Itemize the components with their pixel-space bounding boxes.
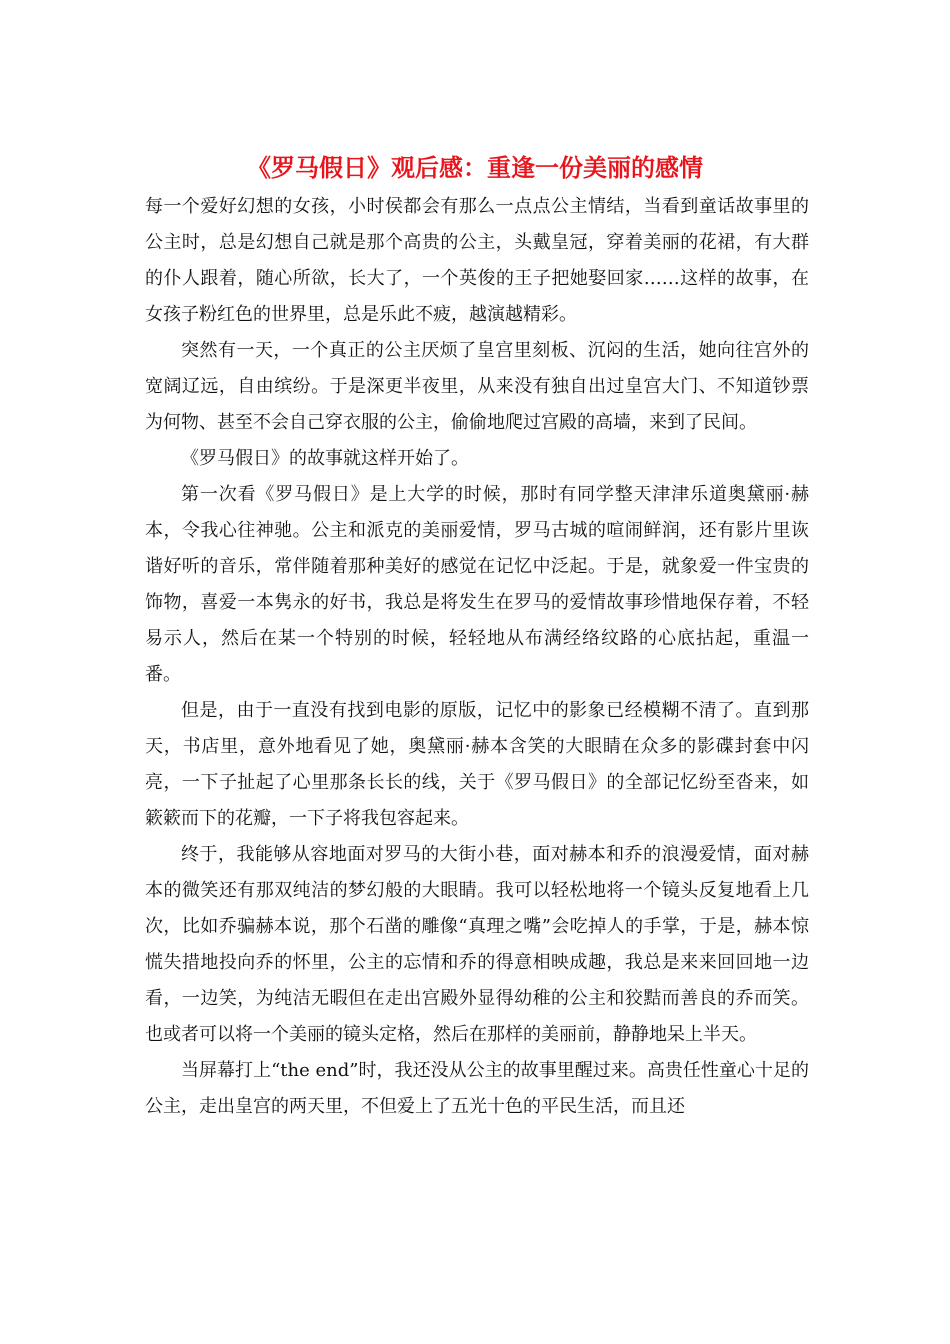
paragraph: 突然有一天，一个真正的公主厌烦了皇宫里刻板、沉闷的生活，她向往宫外的宽阔辽远，自由缤纷。于是深更半夜里，从来没有独自出过皇宫大门、不知道钞票为何物、甚至不会自己穿衣服的公主，偷偷地爬过宫殿的高墙，来到了民间。 (145, 340, 809, 433)
paragraph: 当屏幕打上“the end”时，我还没从公主的故事里醒过来。高贵任性童心十足的公主，走出皇宫的两天里，不但爱上了五光十色的平民生活，而且还 (145, 1060, 809, 1117)
paragraph: 终于，我能够从容地面对罗马的大街小巷，面对赫本和乔的浪漫爱情，面对赫本的微笑还有那双纯洁的梦幻般的大眼睛。我可以轻松地将一个镜头反复地看上几次，比如乔骗赫本说，那个石凿的雕像“真理之嘴”会吃掉人的手掌，于是，赫本惊慌失措地投向乔的怀里，公主的忘情和乔的得意相映成趣，我总是来来回回地一边看，一边笑，为纯洁无暇但在走出宫殿外显得幼稚的公主和狡黠而善良的乔而笑。也或者可以将一个美丽的镜头定格，然后在那样的美丽前，静静地呆上半天。 (145, 844, 809, 1045)
paragraph: 但是，由于一直没有找到电影的原版，记忆中的影象已经模糊不清了。直到那天，书店里，意外地看见了她，奥黛丽·赫本含笑的大眼睛在众多的影碟封套中闪亮，一下子扯起了心里那条长长的线，关于《罗马假日》的全部记忆纷至沓来，如簌簌而下的花瓣，一下子将我包容起来。 (145, 700, 809, 829)
paragraph: 每一个爱好幻想的女孩，小时侯都会有那么一点点公主情结，当看到童话故事里的公主时，总是幻想自己就是那个高贵的公主，头戴皇冠，穿着美丽的花裙，有大群的仆人跟着，随心所欲，长大了，一个英俊的王子把她娶回家……这样的故事，在女孩子粉红色的世界里，总是乐此不疲，越演越精彩。 (145, 196, 809, 325)
document-body (145, 189, 809, 1125)
paragraph: 《罗马假日》的故事就这样开始了。 (181, 448, 469, 469)
paragraph: 第一次看《罗马假日》是上大学的时候，那时有同学整天津津乐道奥黛丽·赫本，令我心往神驰。公主和派克的美丽爱情，罗马古城的喧闹鲜润，还有影片里诙谐好听的音乐，常伴随着那种美好的感觉在记忆中泛起。于是，就象爱一件宝贵的饰物，喜爱一本隽永的好书，我总是将发生在罗马的爱情故事珍惜地保存着，不轻易示人，然后在某一个特别的时候，轻轻地从布满经络纹路的心底拈起，重温一番。 (145, 484, 809, 685)
document-title: 《罗马假日》观后感：重逢一份美丽的感情 (247, 153, 703, 182)
